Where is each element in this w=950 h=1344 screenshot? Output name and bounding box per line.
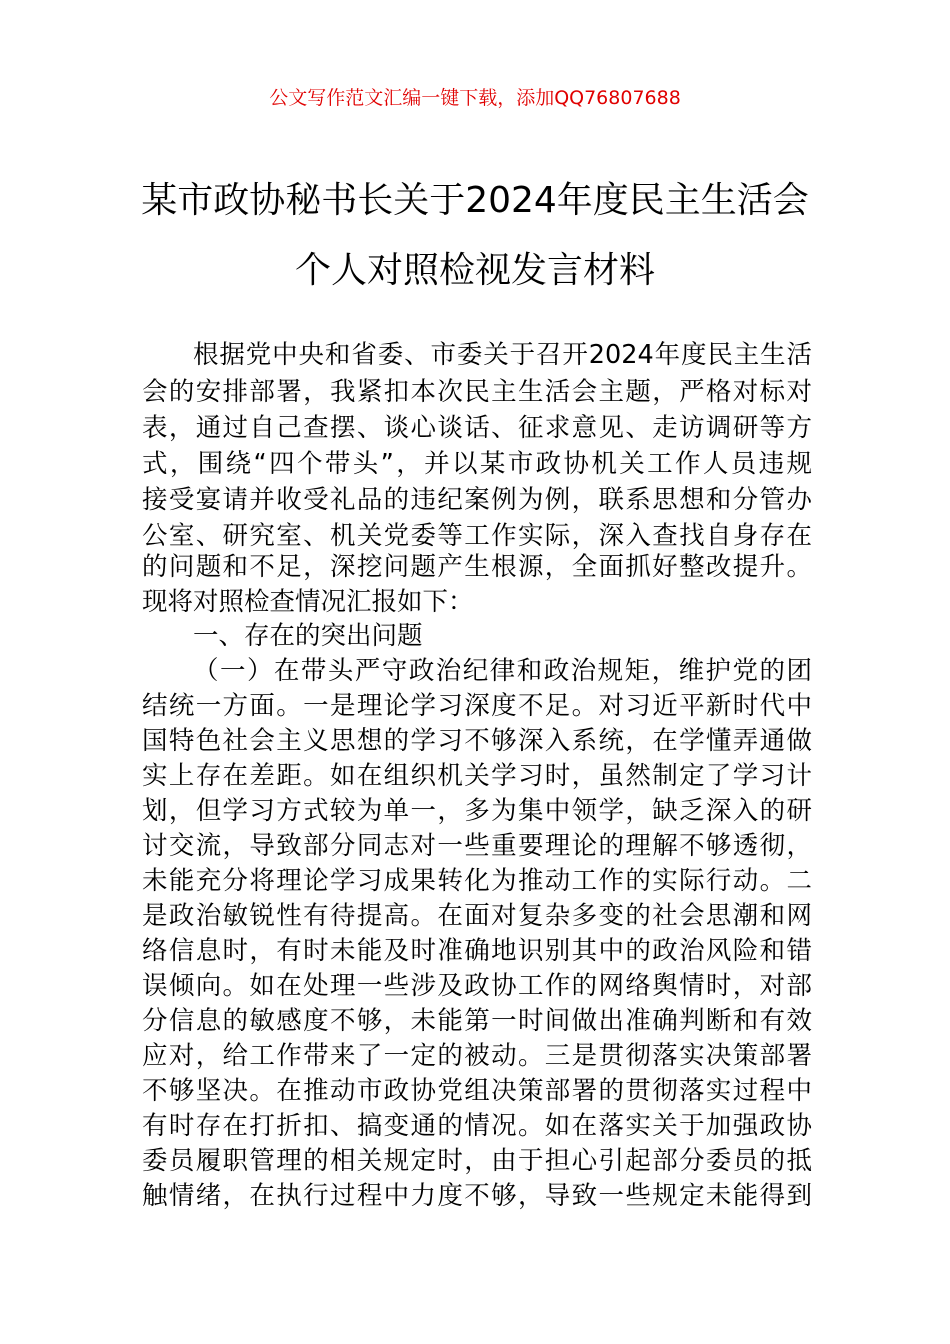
body-line: 现将对照检查情况汇报如下： [142, 587, 474, 617]
body-line: 实上存在差距。如在组织机关学习时，虽然制定了学习计 [142, 761, 812, 791]
body-line: 结统一方面。一是理论学习深度不足。对习近平新时代中 [142, 691, 812, 721]
download-note: 公文写作范文汇编一键下载，添加QQ76807688 [269, 87, 681, 109]
body-line: 公室、研究室、机关党委等工作实际，深入查找自身存在 [142, 521, 812, 551]
body-line: 有时存在打折扣、搞变通的情况。如在落实关于加强政协 [142, 1111, 812, 1141]
body-line: 络信息时，有时未能及时准确地识别其中的政治风险和错 [142, 936, 812, 966]
body-line: 误倾向。如在处理一些涉及政协工作的网络舆情时，对部 [142, 971, 812, 1001]
body-line: 讨交流，导致部分同志对一些重要理论的理解不够透彻， [142, 831, 812, 861]
body-line: 会的安排部署，我紧扣本次民主生活会主题，严格对标对 [142, 377, 812, 407]
body-line: （一）在带头严守政治纪律和政治规矩，维护党的团 [193, 656, 812, 686]
document-title-line-1: 某市政协秘书长关于2024年度民主生活会 [141, 180, 809, 221]
document-title-line-2: 个人对照检视发言材料 [294, 250, 655, 291]
body-line: 分信息的敏感度不够，未能第一时间做出准确判断和有效 [142, 1006, 812, 1036]
body-line: 根据党中央和省委、市委关于召开2024年度民主生活 [193, 340, 812, 370]
body-line: 划，但学习方式较为单一，多为集中领学，缺乏深入的研 [142, 796, 812, 826]
body-line: 委员履职管理的相关规定时，由于担心引起部分委员的抵 [142, 1146, 812, 1176]
body-line: 是政治敏锐性有待提高。在面对复杂多变的社会思潮和网 [142, 901, 812, 931]
body-line: 式，围绕“四个带头”，并以某市政协机关工作人员违规 [142, 449, 812, 479]
body-line: 不够坚决。在推动市政协党组决策部署的贯彻落实过程中 [142, 1076, 812, 1106]
body-line: 表，通过自己查摆、谈心谈话、征求意见、走访调研等方 [142, 413, 812, 443]
body-line: 的问题和不足，深挖问题产生根源，全面抓好整改提升。 [142, 552, 812, 582]
body-line: 未能充分将理论学习成果转化为推动工作的实际行动。二 [142, 866, 812, 896]
body-line: 接受宴请并收受礼品的违纪案例为例，联系思想和分管办 [142, 485, 812, 515]
section-heading: 一、存在的突出问题 [193, 621, 423, 651]
body-line: 国特色社会主义思想的学习不够深入系统，在学懂弄通做 [142, 726, 812, 756]
body-line: 触情绪，在执行过程中力度不够，导致一些规定未能得到 [142, 1181, 812, 1211]
body-line: 应对，给工作带来了一定的被动。三是贯彻落实决策部署 [142, 1041, 812, 1071]
